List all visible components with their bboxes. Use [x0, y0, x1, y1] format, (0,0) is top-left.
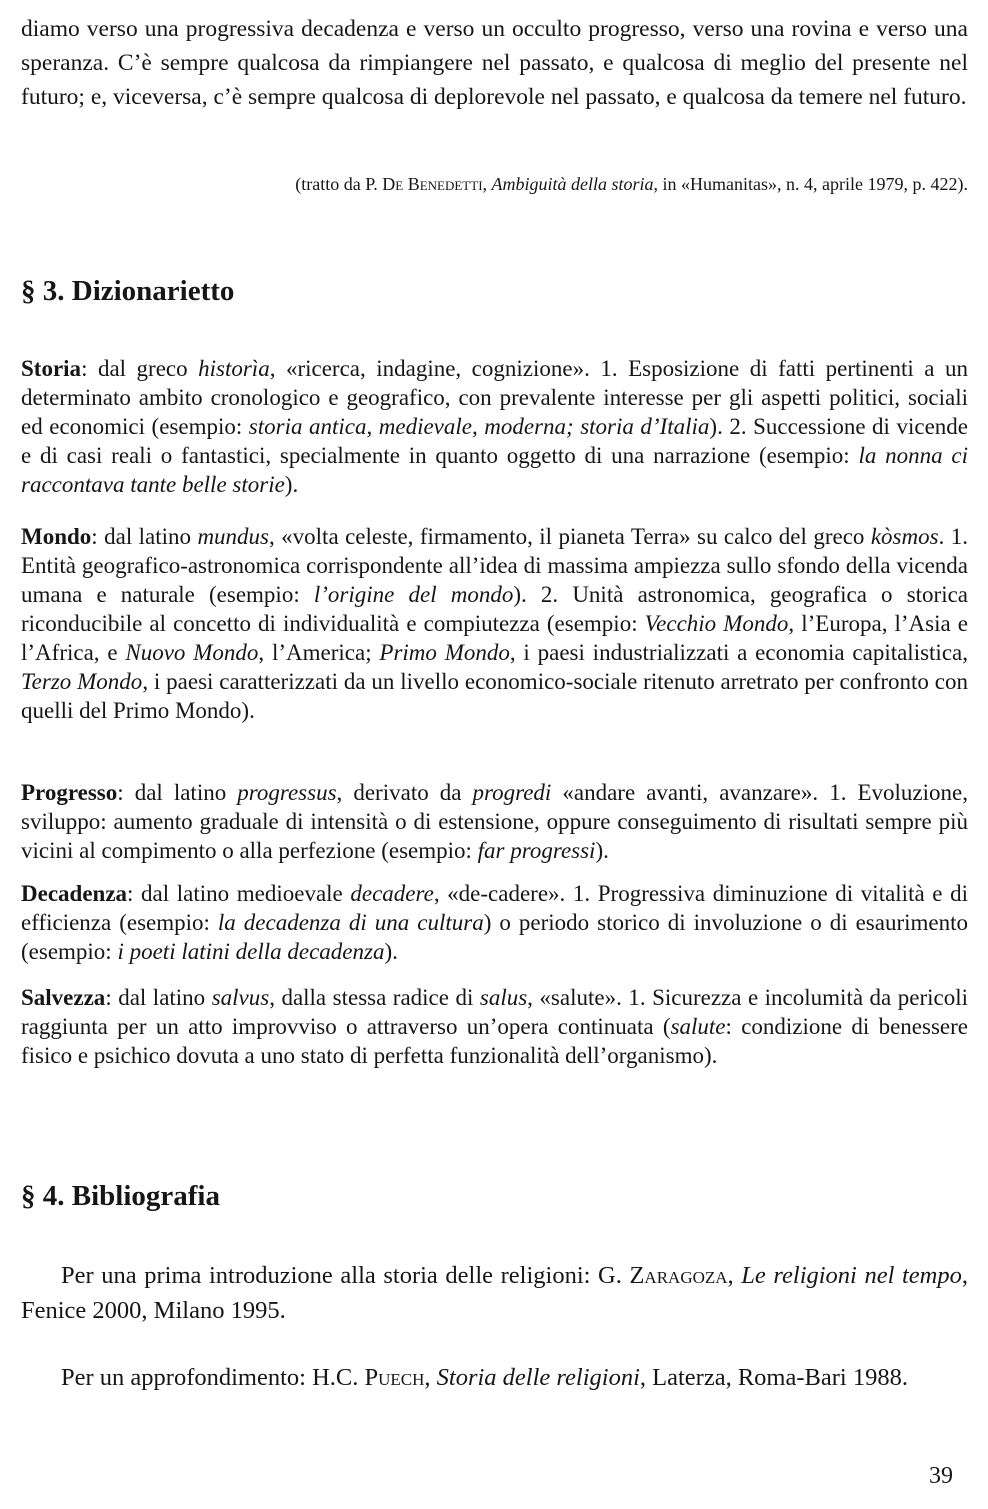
entry-text: , l’Europa, l’Asia e l’Africa, e	[21, 611, 968, 665]
entry-italic: Vecchio Mondo	[644, 611, 789, 636]
entry-term: Storia	[21, 356, 82, 381]
dictionary-entry-mondo	[21, 522, 968, 725]
entry-text: , derivato da	[336, 780, 473, 805]
entry-italic: far progressi	[477, 838, 596, 863]
citation-sep: ,	[482, 174, 492, 194]
entry-italic: mundus	[197, 524, 269, 549]
entry-italic: Primo Mondo	[379, 640, 510, 665]
citation-work: Ambiguità della storia	[491, 174, 654, 194]
citation	[40, 172, 968, 196]
entry-text: , dalla stessa radice di	[269, 985, 480, 1010]
bib-prefix: Per un approfondimento: H.C.	[61, 1364, 365, 1391]
entry-italic: salus	[479, 985, 528, 1010]
entry-italic: i poeti latini della decadenza	[117, 939, 385, 964]
bib-suffix: , Fenice 2000, Milano 1995.	[21, 1262, 968, 1324]
entry-text: : dal latino	[117, 780, 238, 805]
entry-italic: salute	[670, 1014, 726, 1039]
entry-italic: progredi	[472, 780, 552, 805]
entry-text: , i paesi caratterizzati da un livello economico-sociale ritenuto arretrato per confronto con quelli del Primo Mondo).	[21, 669, 968, 723]
entry-text: ). 2. Unità astronomica, geografica o storica riconducibile al concetto di individualità e compiutezza (esempio:	[21, 582, 969, 636]
entry-text: , i paesi industrializzati a economia capitalistica,	[509, 640, 968, 665]
entry-text: ).	[384, 939, 398, 964]
bib-sep: ,	[424, 1364, 437, 1391]
entry-italic: decadere	[350, 881, 434, 906]
citation-prefix: (tratto da P.	[295, 174, 383, 194]
entry-italic: Terzo Mondo	[21, 669, 143, 694]
citation-author: De Benedetti	[382, 174, 483, 194]
bib-author: Zaragoza	[629, 1262, 728, 1289]
bib-prefix: Per una prima introduzione alla storia delle religioni: G.	[61, 1262, 630, 1289]
entry-italic: Nuovo Mondo	[125, 640, 259, 665]
bib-sep: ,	[727, 1262, 742, 1289]
entry-term: Progresso	[21, 780, 118, 805]
bib-author: Puech	[364, 1364, 425, 1391]
page-number: 39	[929, 1463, 953, 1489]
entry-italic: historìa	[198, 356, 270, 381]
section-heading-bibliografia: § 4. Bibliografia	[21, 1180, 220, 1212]
entry-text: , «salute». 1. Sicurezza e incolumità da pericoli raggiunta per un atto improvviso o attraverso un’opera continuata (	[21, 985, 968, 1039]
entry-text: ). 2. Successione di vicende e di casi reali o fantastici, specialmente in quanto oggetto di una narrazione (esempio:	[21, 414, 968, 468]
entry-italic: progressus	[237, 780, 337, 805]
dictionary-entry-salvezza	[21, 983, 968, 1070]
entry-text: , l’America;	[258, 640, 380, 665]
dictionary-entry-storia	[21, 354, 968, 499]
bib-title: Le religioni nel tempo	[741, 1262, 962, 1289]
entry-text: ).	[284, 472, 299, 497]
entry-text: : dal greco	[81, 356, 199, 381]
dictionary-entry-decadenza	[21, 879, 968, 966]
entry-text: ).	[595, 838, 609, 863]
entry-term: Mondo	[21, 524, 92, 549]
entry-italic: l’origine del mondo	[313, 582, 514, 607]
entry-italic: kòsmos	[870, 524, 939, 549]
entry-text: , «volta celeste, firmamento, il pianeta Terra» su calco del greco	[269, 524, 871, 549]
entry-text: , «ricerca, indagine, cognizione». 1. Esposizione di fatti pertinenti a un determinato ambito cronologico e geografico, con prevalente interesse per gli aspetti politici, sociali ed economici (esempio:	[21, 356, 968, 439]
bibliography-item	[21, 1360, 968, 1395]
bib-title: Storia delle religioni	[436, 1364, 640, 1391]
intro-paragraph: diamo verso una progressiva decadenza e verso un occulto progresso, verso una rovina e verso una speranza. C’è sempre qualcosa da rimpiangere nel passato, e qualcosa di meglio del presente nel futuro; e, viceversa, c’è sempre qualcosa di deplorevole nel passato, e qualcosa da temere nel futuro.	[21, 16, 968, 110]
section-heading-dizionarietto: § 3. Dizionarietto	[21, 275, 235, 307]
entry-text: : dal latino	[91, 524, 198, 549]
entry-text: . 1. Entità geografico-astronomica corrispondente all’idea di massima ampiezza sullo sfondo della vicenda umana e naturale (esempio:	[21, 524, 968, 607]
entry-italic: la decadenza di una cultura	[217, 910, 484, 935]
entry-italic: la nonna ci raccontava tante belle storie	[21, 443, 968, 497]
bib-suffix: , Laterza, Roma-Bari 1988.	[639, 1364, 908, 1391]
entry-italic: salvus	[211, 985, 270, 1010]
citation-suffix: , in «Humanitas», n. 4, aprile 1979, p. 422).	[653, 174, 968, 194]
entry-text: , «de-cadere». 1. Progressiva diminuzione di vitalità e di efficienza (esempio:	[21, 881, 969, 935]
entry-term: Salvezza	[21, 985, 106, 1010]
entry-text: : condizione di benessere fisico e psichico dovuta a uno stato di perfetta funzionalità dell’organismo).	[21, 1014, 968, 1068]
entry-italic: storia antica, medievale, moderna; storia d’Italia	[248, 414, 710, 439]
bibliography-item	[21, 1258, 968, 1328]
entry-text: : dal latino medioevale	[127, 881, 351, 906]
dictionary-entry-progresso	[21, 778, 968, 865]
entry-text: ) o periodo storico di involuzione o di esaurimento (esempio:	[21, 910, 968, 964]
entry-term: Decadenza	[21, 881, 128, 906]
entry-text: «andare avanti, avanzare». 1. Evoluzione, sviluppo: aumento graduale di intensità o di estensione, oppure conseguimento di risultati sempre più vicini al compimento o alla perfezione (esempio:	[21, 780, 968, 863]
entry-text: : dal latino	[105, 985, 212, 1010]
